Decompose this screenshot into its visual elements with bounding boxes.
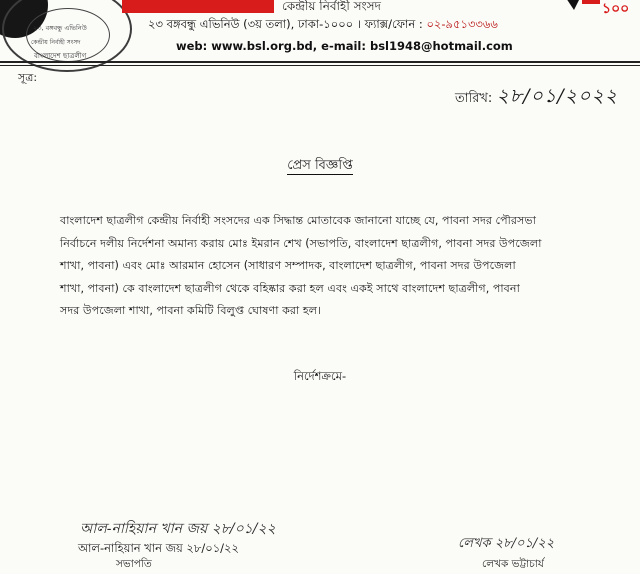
general-secretary-signature: লেখক ২৮/০১/২২ <box>458 536 555 551</box>
president-role: সভাপতি <box>116 558 152 570</box>
address-line <box>148 16 498 35</box>
body-line: সদর উপজেলা শাখা, পাবনা কমিটি বিলুপ্ত ঘোষণা করা হল। <box>60 304 322 317</box>
body-line: শাখা, পাবনা) এবং মোঃ আরমান হোসেন (সাধারণ সম্পাদক, বাংলাদেশ ছাত্রলীগ, পাবনা সদর উপজেলা <box>60 259 516 272</box>
header-rule-bottom <box>0 65 640 66</box>
seal-text-bottom: কেন্দ্রীয় নির্বাহী সংসদ <box>31 39 81 46</box>
document-title-text: প্রেস বিজ্ঞপ্তি <box>287 158 353 173</box>
emblem-number: ১০০ <box>602 1 630 16</box>
date-label: তারিখ: <box>455 91 493 106</box>
seal-text-top: বাংলাদেশ ছাত্রলীগ <box>34 52 87 60</box>
instruction-line: নির্দেশক্রমে- <box>293 369 347 383</box>
document-title <box>0 156 640 177</box>
seal-inner-ring <box>26 8 110 62</box>
seal-text-mid: ২৩, বঙ্গবন্ধু এভিনিউ <box>33 24 87 32</box>
web-email-line: web: www.bsl.org.bd, e-mail: bsl1948@hotmail.com <box>176 39 513 53</box>
phone-number: ০২-৯৫১৩৩৬৬ <box>426 17 498 31</box>
body-line: বাংলাদেশ ছাত্রলীগ কেন্দ্রীয় নির্বাহী সংসদের এক সিদ্ধান্ত মোতাবেক জানানো যাচ্ছে যে, পাবনা সদর পৌরসভা <box>60 214 537 227</box>
president-name: আল-নাহিয়ান খান জয় ২৮/০১/২২ <box>78 541 240 555</box>
reference-label: সূত্র: <box>18 71 38 84</box>
president-signature: আল-নাহিয়ান খান জয় ২৮/০১/২২ <box>80 521 276 537</box>
date-field <box>455 82 618 114</box>
header-red-band <box>122 0 274 13</box>
body-line: নির্বাচনে দলীয় নির্দেশনা অমান্য করায় মোঃ ইমরান শেখ (সভাপতি, বাংলাদেশ ছাত্রলীগ, পাবনা সদর উপজেলা <box>60 236 542 250</box>
body-line: শাখা, পাবনা) কে বাংলাদেশ ছাত্রলীগ থেকে বহিষ্কার করা হল এবং একই সাথে বাংলাদেশ ছাত্রলীগ, পাবনা <box>60 281 520 295</box>
date-value: ২৮/০১/২০২২ <box>496 85 619 107</box>
press-release-body <box>60 210 615 323</box>
address-text: ২৩ বঙ্গবন্ধু এভিনিউ (৩য় তলা), ঢাকা-১০০০ । ফ্যাক্স/ফোন : <box>148 17 427 31</box>
header-rule-top <box>0 61 640 63</box>
org-name: কেন্দ্রীয় নির্বাহী সংসদ <box>282 0 381 13</box>
centenary-emblem-icon <box>566 0 640 16</box>
general-secretary-name: লেখক ভট্টাচার্য <box>482 558 544 570</box>
